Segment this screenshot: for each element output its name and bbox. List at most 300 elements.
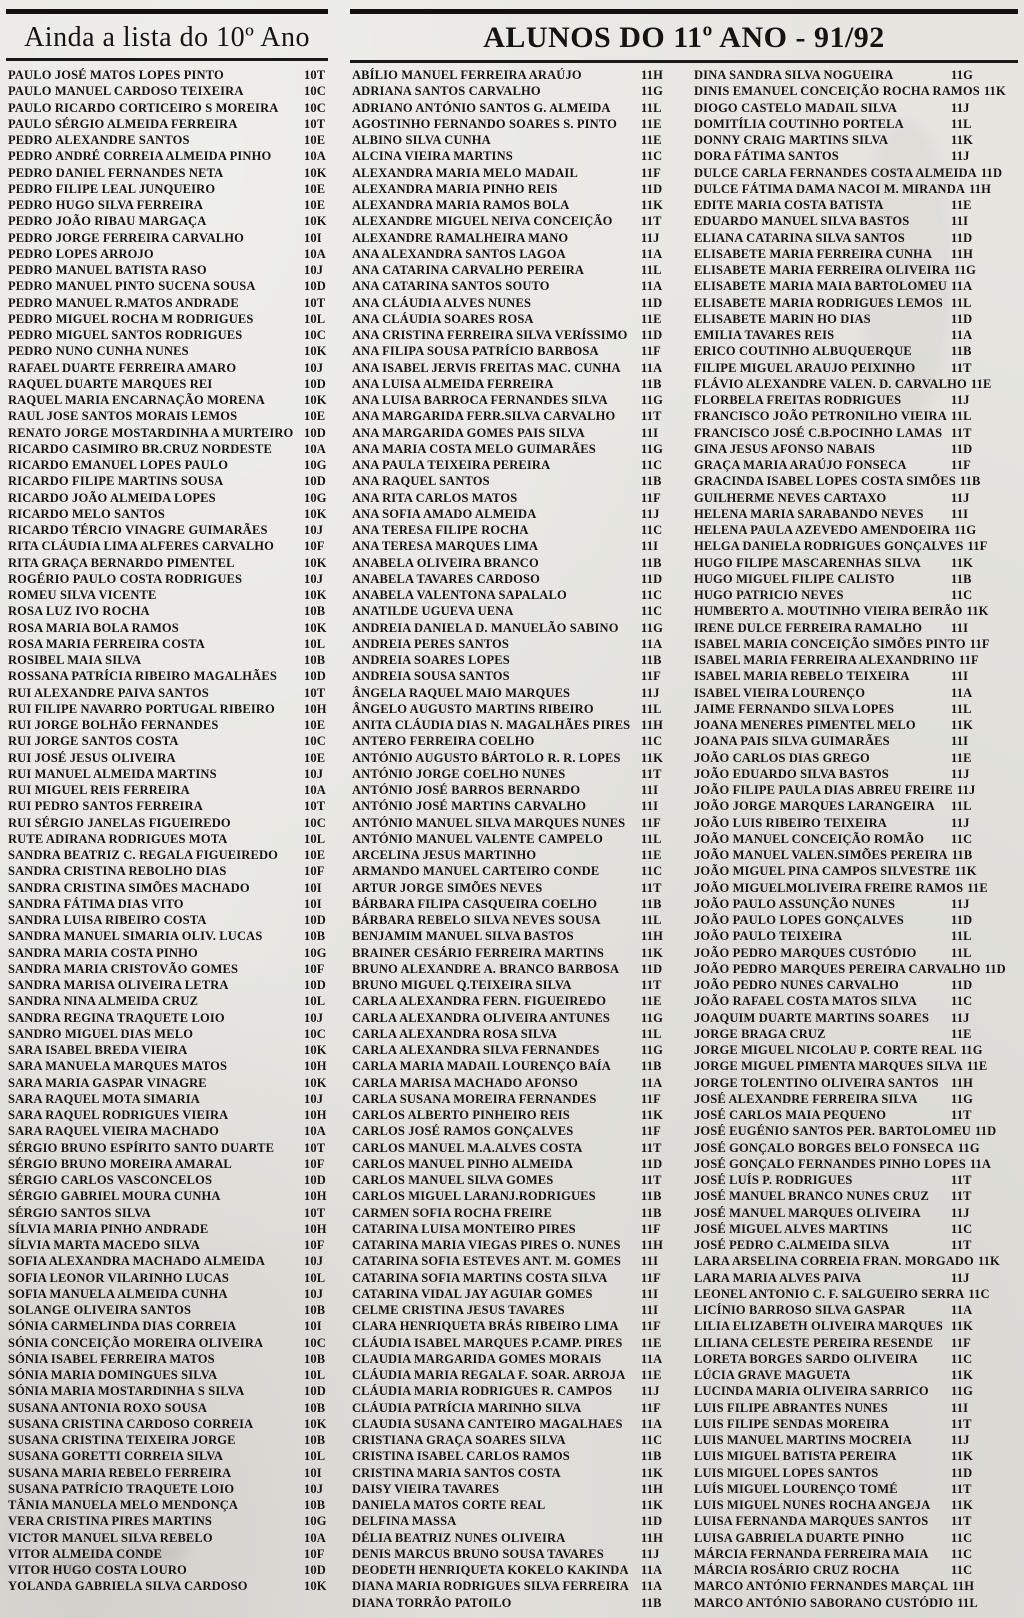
student-name: ANDREIA SOARES LOPES (352, 653, 510, 667)
class-code: 11F (641, 1221, 661, 1236)
student-row (694, 538, 1024, 554)
class-code: 10A (304, 1124, 326, 1139)
class-code: 10H (304, 1059, 327, 1074)
class-code: 10T (304, 685, 326, 700)
student-name: CLÁUDIA ISABEL MARQUES P.CAMP. PIRES (352, 1335, 623, 1350)
student-name: SUSANA PATRÍCIO TRAQUETE LOIO (8, 1481, 235, 1496)
student-name: PEDRO HUGO SILVA FERREIRA (8, 198, 204, 212)
class-code: 11J (951, 815, 970, 830)
student-name: PEDRO JORGE FERREIRA CARVALHO (8, 230, 244, 245)
class-code: 11I (951, 669, 969, 684)
class-code: 11A (641, 1075, 663, 1090)
student-row (694, 1383, 1024, 1399)
student-row (352, 181, 682, 197)
class-code: 11F (641, 490, 661, 505)
class-code: 11A (641, 1579, 663, 1594)
student-name: CARLA ALEXANDRA FERN. FIGUEIREDO (352, 994, 607, 1009)
student-row (352, 847, 682, 863)
class-code: 10I (304, 880, 322, 895)
class-code: 11K (951, 555, 973, 570)
student-row (352, 148, 682, 164)
student-name: ALBINO SILVA CUNHA (352, 133, 491, 147)
student-name: ANA CRISTINA FERREIRA SILVA VERÍSSIMO (352, 328, 628, 342)
class-code: 11C (641, 734, 663, 749)
class-code: 11B (641, 1205, 662, 1220)
student-name: PEDRO DANIEL FERNANDES NETA (8, 165, 224, 180)
class-code: 10C (304, 734, 326, 749)
student-name: LARA MARIA ALVES PAIVA (694, 1270, 862, 1285)
student-name: PAULO RICARDO CORTICEIRO S MOREIRA (8, 100, 279, 115)
class-code: 11L (957, 1595, 978, 1610)
student-name: ROSA LUZ IVO ROCHA (8, 604, 150, 619)
class-code: 10J (304, 1286, 324, 1301)
student-row (694, 311, 1024, 327)
class-code: 10K (304, 1579, 327, 1594)
student-name: JOÃO PAULO LOPES GONÇALVES (694, 913, 904, 927)
class-code: 10B (304, 653, 326, 667)
class-code: 11K (641, 1108, 663, 1122)
student-name: JOSÉ MIGUEL ALVES MARTINS (694, 1221, 889, 1236)
student-name: CLÁUDIA MARIA REGALA F. SOAR. ARROJA (352, 1368, 626, 1382)
student-name: ANTÓNIO MANUEL VALENTE CAMPELO (352, 831, 603, 846)
student-row (8, 457, 334, 473)
student-name: ELIANA CATARINA SILVA SANTOS (694, 230, 905, 245)
class-code: 11C (951, 1546, 973, 1561)
student-row (8, 132, 334, 148)
student-name: ELISABETE MARIA MAIA BARTOLOMEU (694, 279, 947, 294)
class-code: 10K (304, 620, 327, 635)
student-name: JOÃO JORGE MARQUES LARANGEIRA (694, 799, 935, 814)
student-row (8, 1302, 334, 1318)
class-code: 10T (304, 116, 326, 131)
student-row (8, 1058, 334, 1074)
student-name: JOÃO PAULO TEIXEIRA (694, 929, 843, 944)
student-name: SARA MANUELA MARQUES MATOS (8, 1059, 228, 1074)
student-row (694, 457, 1024, 473)
class-code: 11A (641, 636, 663, 651)
student-row (352, 896, 682, 912)
student-row (694, 1107, 1024, 1123)
student-row (694, 197, 1024, 213)
class-code: 11C (951, 1351, 973, 1366)
student-row (352, 1367, 682, 1383)
class-code: 11E (641, 116, 662, 131)
class-code: 10D (304, 1384, 326, 1399)
student-name: LILIA ELIZABETH OLIVEIRA MARQUES (694, 1319, 943, 1334)
student-name: RUI MANUEL ALMEIDA MARTINS (8, 766, 217, 781)
student-name: JOSÉ LUÍS P. RODRIGUES (694, 1173, 853, 1187)
class-code: 10J (304, 1254, 324, 1269)
class-code: 11B (641, 1595, 662, 1610)
class-code: 11L (951, 295, 972, 310)
student-name: ANTÓNIO JORGE COELHO NUNES (352, 766, 566, 781)
class-code: 10K (304, 1043, 327, 1057)
class-code: 11G (960, 1043, 983, 1057)
student-name: ANA FILIPA SOUSA PATRÍCIO BARBOSA (352, 344, 599, 359)
class-code: 11D (641, 295, 663, 310)
class-code: 11K (641, 1498, 663, 1512)
student-name: PAULO SÉRGIO ALMEIDA FERREIRA (8, 116, 238, 131)
class-code: 11K (951, 1368, 973, 1382)
class-code: 10E (304, 409, 326, 424)
student-row (352, 1318, 682, 1334)
student-name: RAQUEL MARIA ENCARNAÇÃO MORENA (8, 393, 265, 407)
student-name: DELFINA MASSA (352, 1514, 457, 1529)
class-code: 11L (641, 263, 662, 277)
student-name: BRUNO ALEXANDRE A. BRANCO BARBOSA (352, 961, 620, 976)
class-code: 11K (966, 604, 989, 619)
student-name: FLÁVIO ALEXANDRE VALEN. D. CARVALHO (694, 376, 967, 391)
class-code: 10J (304, 1010, 324, 1025)
student-row (8, 230, 334, 246)
class-code: 11C (641, 864, 663, 879)
class-code: 11H (951, 246, 973, 261)
class-code: 11J (641, 1384, 660, 1399)
class-code: 11D (641, 571, 663, 586)
student-name: CELME CRISTINA JESUS TAVARES (352, 1303, 565, 1317)
student-row (694, 733, 1024, 749)
student-name: PEDRO NUNO CUNHA NUNES (8, 344, 189, 359)
student-row (352, 668, 682, 684)
student-name: ANTÓNIO JOSÉ BARROS BERNARDO (352, 783, 581, 797)
class-code: 11T (951, 425, 972, 440)
student-row (8, 1253, 334, 1269)
student-name: SARA MARIA GASPAR VINAGRE (8, 1075, 207, 1090)
student-row (8, 685, 334, 701)
class-code: 11L (951, 116, 972, 131)
class-code: 11A (641, 246, 663, 261)
student-name: LUISA GABRIELA DUARTE PINHO (694, 1530, 905, 1545)
student-name: SÓNIA CONCEIÇÃO MOREIRA OLIVEIRA (8, 1335, 264, 1350)
student-row (8, 928, 334, 944)
student-row (694, 165, 1024, 181)
student-name: CARLOS MANUEL SILVA GOMES (352, 1173, 554, 1187)
class-code: 11A (641, 1563, 663, 1577)
class-code: 11E (641, 311, 662, 326)
student-name: ARCELINA JESUS MARTINHO (352, 848, 537, 862)
student-name: JOÃO PEDRO MARQUES PEREIRA CARVALHO (694, 961, 981, 976)
student-name: ELISABETE MARIA RODRIGUES LEMOS (694, 295, 943, 310)
student-name: JOÃO MIGUEL PINA CAMPOS SILVESTRE (694, 864, 951, 879)
class-code: 10D (304, 1173, 326, 1187)
class-code: 11F (969, 636, 990, 651)
class-code: 11J (641, 230, 660, 245)
class-code: 10T (304, 295, 326, 310)
student-row (8, 1530, 334, 1546)
class-code: 11C (641, 523, 663, 537)
class-code: 11A (641, 279, 663, 294)
class-code: 11F (951, 458, 971, 472)
student-row (352, 506, 682, 522)
student-row (8, 425, 334, 441)
class-code: 11L (641, 701, 662, 716)
student-row (8, 1026, 334, 1042)
student-name: CLAUDIA MARGARIDA GOMES MORAIS (352, 1351, 602, 1366)
class-code: 11G (954, 523, 977, 537)
student-row (352, 1205, 682, 1221)
student-name: ANITA CLÁUDIA DIAS N. MAGALHÃES PIRES (352, 718, 631, 732)
student-row (694, 1058, 1024, 1074)
student-row (8, 392, 334, 408)
class-code: 10H (304, 701, 327, 716)
student-name: SUSANA GORETTI CORREIA SILVA (8, 1449, 224, 1464)
class-code: 10C (304, 100, 326, 115)
class-code: 11A (641, 360, 663, 375)
class-code: 11F (958, 653, 979, 667)
class-code: 10C (304, 815, 326, 830)
student-name: JAIME FERNANDO SILVA LOPES (694, 701, 895, 716)
student-name: HELENA MARIA SARABANDO NEVES (694, 506, 924, 521)
class-code: 11B (951, 344, 972, 359)
student-row (8, 1497, 334, 1513)
student-name: DOMITÍLIA COUTINHO PORTELA (694, 116, 904, 131)
student-row (694, 360, 1024, 376)
student-row (694, 1513, 1024, 1529)
class-code: 11A (951, 1303, 973, 1317)
student-name: JOÃO RAFAEL COSTA MATOS SILVA (694, 994, 917, 1009)
student-row (352, 1237, 682, 1253)
student-name: SÓNIA CARMELINDA DIAS CORREIA (8, 1319, 237, 1334)
student-name: BENJAMIM MANUEL SILVA BASTOS (352, 929, 574, 944)
student-name: HUMBERTO A. MOUTINHO VIEIRA BEIRÃO (694, 604, 963, 619)
student-name: SARA RAQUEL MOTA SIMARIA (8, 1091, 200, 1106)
student-row (352, 782, 682, 798)
student-name: DIANA MARIA RODRIGUES SILVA FERREIRA (352, 1579, 629, 1594)
class-code: 11L (951, 409, 972, 424)
class-code: 10J (304, 766, 324, 781)
student-row (694, 587, 1024, 603)
student-row (352, 555, 682, 571)
student-name: ADRIANA SANTOS CARVALHO (352, 84, 541, 99)
class-code: 11L (951, 929, 972, 944)
class-code: 11I (641, 1286, 659, 1301)
class-code: 11T (641, 1140, 662, 1155)
class-code: 10B (304, 1351, 326, 1366)
class-code: 11E (641, 994, 662, 1009)
student-name: ARTUR JORGE SIMÕES NEVES (352, 880, 543, 895)
student-name: ERICO COUTINHO ALBUQUERQUE (694, 344, 912, 359)
student-row (352, 1416, 682, 1432)
student-name: GUILHERME NEVES CARTAXO (694, 490, 887, 505)
student-row (8, 1107, 334, 1123)
student-name: RAQUEL DUARTE MARQUES REI (8, 376, 213, 391)
class-code: 11D (951, 913, 973, 927)
student-row (8, 1513, 334, 1529)
student-row (352, 831, 682, 847)
student-row (694, 945, 1024, 961)
student-name: ROSSANA PATRÍCIA RIBEIRO MAGALHÃES (8, 669, 277, 684)
student-name: ANATILDE UGUEVA UENA (352, 604, 514, 619)
student-row (8, 1010, 334, 1026)
class-code: 10I (304, 1319, 322, 1334)
student-name: LARA ARSELINA CORREIA FRAN. MORGADO (694, 1254, 974, 1269)
class-code: 11G (641, 1043, 663, 1057)
class-code: 11G (641, 84, 663, 99)
student-row (352, 278, 682, 294)
class-code: 11E (641, 1335, 662, 1350)
student-name: SÉRGIO CARLOS VASCONCELOS (8, 1173, 213, 1187)
class-code: 11I (951, 734, 969, 749)
student-row (694, 441, 1024, 457)
student-name: FRANCISCO JOSÉ C.B.POCINHO LAMAS (694, 425, 943, 440)
class-code: 11K (983, 84, 1006, 99)
class-code: 11G (951, 1384, 973, 1399)
student-row (694, 1075, 1024, 1091)
class-code: 11K (641, 198, 663, 212)
student-name: EMILIA TAVARES REIS (694, 328, 835, 342)
student-row (8, 538, 334, 554)
class-code: 11H (641, 718, 663, 732)
student-name: DINA SANDRA SILVA NOGUEIRA (694, 68, 894, 82)
student-name: DIANA TORRÃO PATOILO (352, 1595, 512, 1610)
class-code: 11H (951, 1075, 973, 1090)
student-row (8, 1448, 334, 1464)
student-name: CRISTIANA GRAÇA SOARES SILVA (352, 1433, 566, 1447)
class-code: 11T (951, 1238, 972, 1252)
student-row (352, 1481, 682, 1497)
student-row (352, 1562, 682, 1578)
student-row (8, 67, 334, 83)
student-row (694, 1286, 1024, 1302)
class-code: 10H (304, 1221, 327, 1236)
class-code: 11J (956, 783, 976, 797)
class-code: 11I (951, 1400, 969, 1415)
class-code: 10E (304, 133, 326, 147)
student-row (694, 620, 1024, 636)
student-name: HUGO FILIPE MASCARENHAS SILVA (694, 555, 921, 570)
student-name: MARCO ANTÓNIO FERNANDES MARÇAL (694, 1579, 949, 1594)
student-row (352, 490, 682, 506)
class-code: 10T (304, 68, 326, 82)
student-row (352, 408, 682, 424)
student-name: RITA GRAÇA BERNARDO PIMENTEL (8, 555, 235, 570)
student-row (694, 181, 1024, 197)
student-row (352, 1075, 682, 1091)
student-row (8, 1286, 334, 1302)
class-code: 11G (641, 620, 663, 635)
student-row (8, 1351, 334, 1367)
student-row (8, 262, 334, 278)
student-row (8, 490, 334, 506)
student-name: DULCE CARLA FERNANDES COSTA ALMEIDA (694, 165, 977, 180)
student-row (8, 1188, 334, 1204)
student-row (352, 1123, 682, 1139)
class-code: 11C (951, 1221, 973, 1236)
class-code: 10E (304, 750, 326, 765)
student-row (694, 1026, 1024, 1042)
student-name: CLAUDIA SUSANA CANTEIRO MAGALHAES (352, 1416, 623, 1431)
student-name: RICARDO FILIPE MARTINS SOUSA (8, 474, 224, 489)
student-name: RUI MIGUEL REIS FERREIRA (8, 783, 190, 797)
class-code: 11I (951, 214, 969, 229)
class-code: 11F (641, 1124, 661, 1139)
class-code: 11D (980, 165, 1003, 180)
class-code: 10T (304, 1205, 326, 1220)
student-row (8, 197, 334, 213)
student-name: ANTÓNIO MANUEL SILVA MARQUES NUNES (352, 815, 626, 830)
student-name: ROSIBEL MAIA SILVA (8, 653, 142, 667)
student-name: CLÁUDIA MARIA RODRIGUES R. CAMPOS (352, 1384, 613, 1399)
student-name: ISABEL MARIA CONCEIÇÃO SIMÕES PINTO (694, 636, 966, 651)
class-code: 11L (951, 945, 972, 960)
student-row (694, 408, 1024, 424)
student-row (8, 733, 334, 749)
student-name: RITA CLÁUDIA LIMA ALFERES CARVALHO (8, 539, 275, 554)
student-name: SANDRA CRISTINA SIMÕES MACHADO (8, 880, 250, 895)
class-code: 10J (304, 523, 324, 537)
student-name: CARLA MARISA MACHADO AFONSO (352, 1075, 578, 1090)
student-name: CRISTINA ISABEL CARLOS RAMOS (352, 1449, 570, 1464)
student-name: JOSÉ MANUEL MARQUES OLIVEIRA (694, 1205, 921, 1220)
student-name: PEDRO MIGUEL SANTOS RODRIGUES (8, 328, 243, 342)
student-name: ANA CATARINA SANTOS SOUTO (352, 279, 550, 294)
student-name: JOSÉ GONÇALO BORGES BELO FONSECA (694, 1140, 954, 1155)
student-row (694, 1318, 1024, 1334)
student-row (694, 928, 1024, 944)
class-code: 10A (304, 441, 326, 456)
student-row (8, 1237, 334, 1253)
class-code: 10L (304, 636, 326, 651)
student-name: ANTERO FERREIRA COELHO (352, 734, 535, 749)
class-code: 11J (951, 393, 970, 407)
student-name: YOLANDA GABRIELA SILVA CARDOSO (8, 1579, 248, 1594)
class-code: 11B (959, 474, 981, 489)
student-row (694, 1042, 1024, 1058)
student-row (352, 1042, 682, 1058)
class-code: 11B (641, 653, 662, 667)
student-row (352, 880, 682, 896)
student-name: ELISABETE MARIN HO DIAS (694, 311, 871, 326)
class-code: 10A (304, 246, 326, 261)
student-row (352, 100, 682, 116)
student-name: ÂNGELO AUGUSTO MARTINS RIBEIRO (352, 701, 594, 716)
class-code: 10B (304, 1303, 326, 1317)
student-row (694, 993, 1024, 1009)
student-row (8, 701, 334, 717)
student-name: LILIANA CELESTE PEREIRA RESENDE (694, 1335, 934, 1350)
student-name: FLORBELA FREITAS RODRIGUES (694, 393, 902, 407)
class-code: 10F (304, 961, 325, 976)
student-row (352, 1270, 682, 1286)
student-row (352, 717, 682, 733)
student-row (352, 116, 682, 132)
student-name: CARLA ALEXANDRA ROSA SILVA (352, 1026, 558, 1041)
class-code: 10L (304, 1368, 326, 1382)
student-name: ANDREIA SOUSA SANTOS (352, 669, 510, 684)
student-name: SUSANA CRISTINA TEIXEIRA JORGE (8, 1433, 236, 1447)
class-code: 10K (304, 555, 327, 570)
class-code: 11B (641, 1059, 662, 1074)
class-code: 11F (641, 669, 661, 684)
class-code: 11H (641, 1530, 663, 1545)
student-name: FILIPE MIGUEL ARAUJO PEIXINHO (694, 360, 916, 375)
student-name: BÁRBARA FILIPA CASQUEIRA COELHO (352, 896, 598, 911)
class-code: 11A (641, 1416, 663, 1431)
class-code: 11D (951, 311, 973, 326)
student-row (694, 1188, 1024, 1204)
class-code: 11C (641, 149, 663, 164)
class-code: 10T (304, 799, 326, 814)
student-row (694, 798, 1024, 814)
class-code: 11F (641, 1270, 661, 1285)
student-name: SANDRA LUISA RIBEIRO COSTA (8, 913, 207, 927)
right-section-title: ALUNOS DO 11º ANO - 91/92 (483, 21, 885, 54)
student-row (694, 815, 1024, 831)
student-row (694, 636, 1024, 652)
student-row (8, 912, 334, 928)
student-row (8, 246, 334, 262)
student-name: SOLANGE OLIVEIRA SANTOS (8, 1303, 192, 1317)
